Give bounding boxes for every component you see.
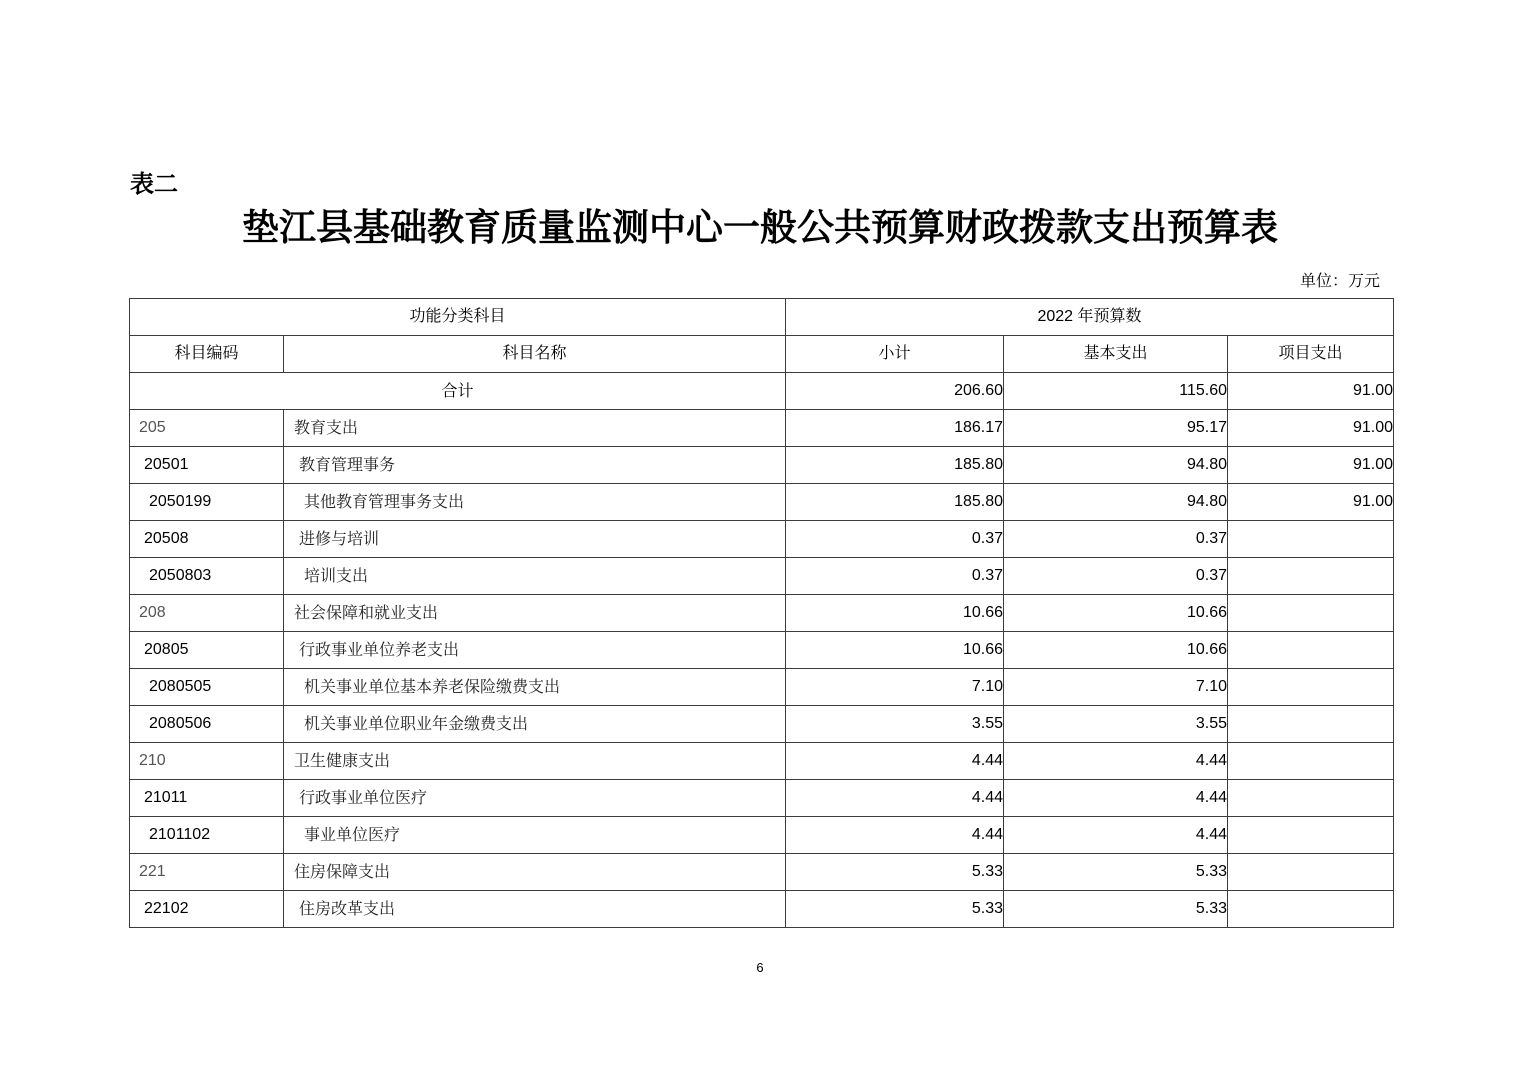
subject-code: 2101102 — [130, 817, 284, 854]
subtotal-value: 0.37 — [786, 521, 1004, 558]
column-header-subtotal: 小计 — [786, 336, 1004, 373]
project-value — [1228, 780, 1394, 817]
subject-name: 事业单位医疗 — [284, 817, 786, 854]
project-value — [1228, 854, 1394, 891]
project-value — [1228, 558, 1394, 595]
subject-name: 培训支出 — [284, 558, 786, 595]
table-row — [130, 632, 1394, 669]
subject-code: 2050803 — [130, 558, 284, 595]
column-header-name: 科目名称 — [284, 336, 786, 373]
table-row — [130, 521, 1394, 558]
project-value — [1228, 743, 1394, 780]
subtotal-value: 5.33 — [786, 854, 1004, 891]
project-value: 91.00 — [1228, 484, 1394, 521]
table-row — [130, 854, 1394, 891]
subtotal-value: 10.66 — [786, 632, 1004, 669]
basic-value: 3.55 — [1004, 706, 1228, 743]
project-value — [1228, 521, 1394, 558]
table-row — [130, 669, 1394, 706]
subject-code: 21011 — [130, 780, 284, 817]
subject-name: 行政事业单位养老支出 — [284, 632, 786, 669]
project-value — [1228, 706, 1394, 743]
subtotal-value: 0.37 — [786, 558, 1004, 595]
functional-classification-header: 功能分类科目 — [130, 299, 786, 336]
subject-name: 其他教育管理事务支出 — [284, 484, 786, 521]
subtotal-value: 5.33 — [786, 891, 1004, 928]
project-value — [1228, 891, 1394, 928]
table-row — [130, 817, 1394, 854]
table-row — [130, 447, 1394, 484]
subtotal-value: 4.44 — [786, 817, 1004, 854]
table-row — [130, 743, 1394, 780]
basic-value: 0.37 — [1004, 558, 1228, 595]
budget-year-header: 2022 年预算数 — [786, 299, 1394, 336]
subtotal-value: 4.44 — [786, 743, 1004, 780]
subject-code: 210 — [130, 743, 284, 780]
subject-name: 行政事业单位医疗 — [284, 780, 786, 817]
basic-value: 95.17 — [1004, 410, 1228, 447]
page-number: 6 — [756, 960, 764, 975]
subject-code: 2050199 — [130, 484, 284, 521]
basic-value: 4.44 — [1004, 817, 1228, 854]
subject-name: 教育支出 — [284, 410, 786, 447]
basic-value: 4.44 — [1004, 743, 1228, 780]
column-header-code: 科目编码 — [130, 336, 284, 373]
basic-value: 0.37 — [1004, 521, 1228, 558]
subtotal-value: 4.44 — [786, 780, 1004, 817]
subtotal-value: 3.55 — [786, 706, 1004, 743]
total-row — [130, 373, 1394, 410]
subject-name: 进修与培训 — [284, 521, 786, 558]
page-title: 垫江县基础教育质量监测中心一般公共预算财政拨款支出预算表 — [242, 205, 1278, 249]
basic-value: 10.66 — [1004, 632, 1228, 669]
unit-note: 单位：万元 — [1299, 271, 1380, 290]
subject-code: 20805 — [130, 632, 284, 669]
basic-value: 7.10 — [1004, 669, 1228, 706]
table-row — [130, 410, 1394, 447]
column-header-row — [130, 336, 1394, 373]
subject-code: 2080505 — [130, 669, 284, 706]
subject-code: 20508 — [130, 521, 284, 558]
budget-table — [129, 298, 1394, 928]
column-header-basic: 基本支出 — [1004, 336, 1228, 373]
subject-code: 205 — [130, 410, 284, 447]
subtotal-value: 185.80 — [786, 484, 1004, 521]
table-label: 表二 — [130, 170, 178, 198]
subject-code: 2080506 — [130, 706, 284, 743]
basic-value: 5.33 — [1004, 854, 1228, 891]
subject-code: 221 — [130, 854, 284, 891]
table-row — [130, 484, 1394, 521]
project-value: 91.00 — [1228, 447, 1394, 484]
basic-value: 10.66 — [1004, 595, 1228, 632]
total-project: 91.00 — [1228, 373, 1394, 410]
total-subtotal: 206.60 — [786, 373, 1004, 410]
subject-name: 机关事业单位职业年金缴费支出 — [284, 706, 786, 743]
basic-value: 94.80 — [1004, 447, 1228, 484]
table-row — [130, 891, 1394, 928]
project-value — [1228, 595, 1394, 632]
column-header-project: 项目支出 — [1228, 336, 1394, 373]
subject-name: 教育管理事务 — [284, 447, 786, 484]
header-group-row — [130, 299, 1394, 336]
basic-value: 94.80 — [1004, 484, 1228, 521]
table-row — [130, 595, 1394, 632]
subtotal-value: 185.80 — [786, 447, 1004, 484]
basic-value: 5.33 — [1004, 891, 1228, 928]
total-label: 合计 — [130, 373, 786, 410]
project-value — [1228, 632, 1394, 669]
subject-code: 22102 — [130, 891, 284, 928]
project-value — [1228, 669, 1394, 706]
table-row — [130, 780, 1394, 817]
subject-code: 20501 — [130, 447, 284, 484]
project-value — [1228, 817, 1394, 854]
subject-name: 卫生健康支出 — [284, 743, 786, 780]
subtotal-value: 10.66 — [786, 595, 1004, 632]
subtotal-value: 186.17 — [786, 410, 1004, 447]
subject-code: 208 — [130, 595, 284, 632]
table-row — [130, 706, 1394, 743]
subject-name: 住房改革支出 — [284, 891, 786, 928]
subtotal-value: 7.10 — [786, 669, 1004, 706]
project-value: 91.00 — [1228, 410, 1394, 447]
subject-name: 住房保障支出 — [284, 854, 786, 891]
subject-name: 社会保障和就业支出 — [284, 595, 786, 632]
total-basic: 115.60 — [1004, 373, 1228, 410]
basic-value: 4.44 — [1004, 780, 1228, 817]
table-row — [130, 558, 1394, 595]
subject-name: 机关事业单位基本养老保险缴费支出 — [284, 669, 786, 706]
